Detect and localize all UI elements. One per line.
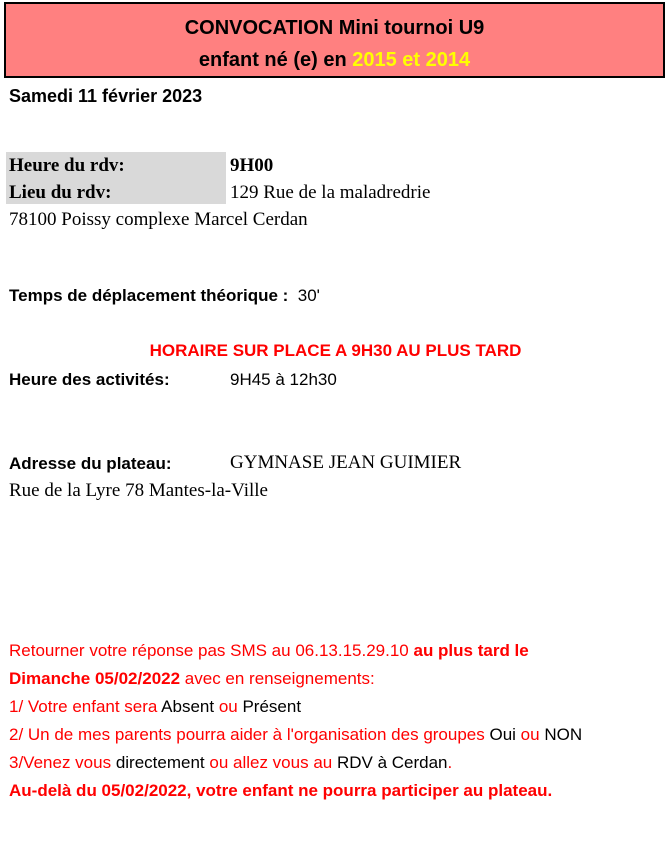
option-present: Présent (242, 697, 302, 716)
travel-time (9, 286, 320, 306)
option-non: NON (544, 725, 583, 744)
instruction-deadline-a: au plus tard le (413, 641, 529, 660)
travel-time-label: Temps de déplacement théorique : (9, 286, 289, 305)
activities-label: Heure des activités: (9, 370, 170, 389)
instruction-line-4 (9, 725, 582, 745)
instruction-line-2 (9, 669, 375, 689)
instruction-line-5 (9, 753, 452, 773)
instruction-help-text: 2/ Un de mes parents pourra aider à l'organisation des groupes (9, 725, 490, 744)
header-title: CONVOCATION Mini tournoi U9 (184, 17, 485, 39)
venue-line2: Rue de la Lyre 78 Mantes-la-Ville (9, 480, 268, 501)
instruction-or: ou (214, 697, 243, 716)
instruction-or: ou (515, 725, 545, 744)
rdv-time-value: 9H00 (230, 155, 274, 176)
header-subtitle (6, 44, 663, 76)
header-subtitle-prefix: enfant né (e) en (198, 49, 353, 71)
instruction-sms: Retourner votre réponse pas SMS au 06.13.15.29.10 (9, 641, 414, 660)
instruction-deadline-date: Dimanche 05/02/2022 (9, 669, 181, 688)
event-date: Samedi 11 février 2023 (9, 86, 203, 106)
option-absent: Absent (161, 697, 215, 716)
instruction-line-1 (9, 641, 529, 661)
venue-label: Adresse du plateau: (9, 454, 172, 473)
convocation-header (4, 2, 665, 78)
option-oui: Oui (489, 725, 516, 744)
instruction-come-text: 3/Venez vous (9, 753, 116, 772)
rdv-place-line2: 78100 Poissy complexe Marcel Cerdan (9, 209, 308, 230)
instruction-info: avec en renseignements: (180, 669, 375, 688)
option-directement: directement (115, 753, 205, 772)
travel-time-value: 30' (297, 286, 320, 305)
instruction-absence-text: 1/ Votre enfant sera (9, 697, 162, 716)
instruction-warning: Au-delà du 05/02/2022, votre enfant ne pourra participer au plateau. (9, 781, 553, 800)
instruction-period: . (447, 753, 453, 772)
option-rdv-cerdan: RDV à Cerdan (336, 753, 448, 772)
rdv-place-label: Lieu du rdv: (9, 182, 112, 203)
activities-value: 9H45 à 12h30 (230, 370, 337, 389)
on-site-time-notice: HORAIRE SUR PLACE A 9H30 AU PLUS TARD (149, 341, 522, 360)
rdv-time-label: Heure du rdv: (9, 155, 125, 176)
venue-value: GYMNASE JEAN GUIMIER (230, 452, 462, 473)
instruction-line-3 (9, 697, 301, 717)
instruction-or-rdv: ou allez vous au (204, 753, 337, 772)
rdv-place-value: 129 Rue de la maladredrie (230, 182, 431, 203)
header-years: 2015 et 2014 (352, 49, 471, 71)
